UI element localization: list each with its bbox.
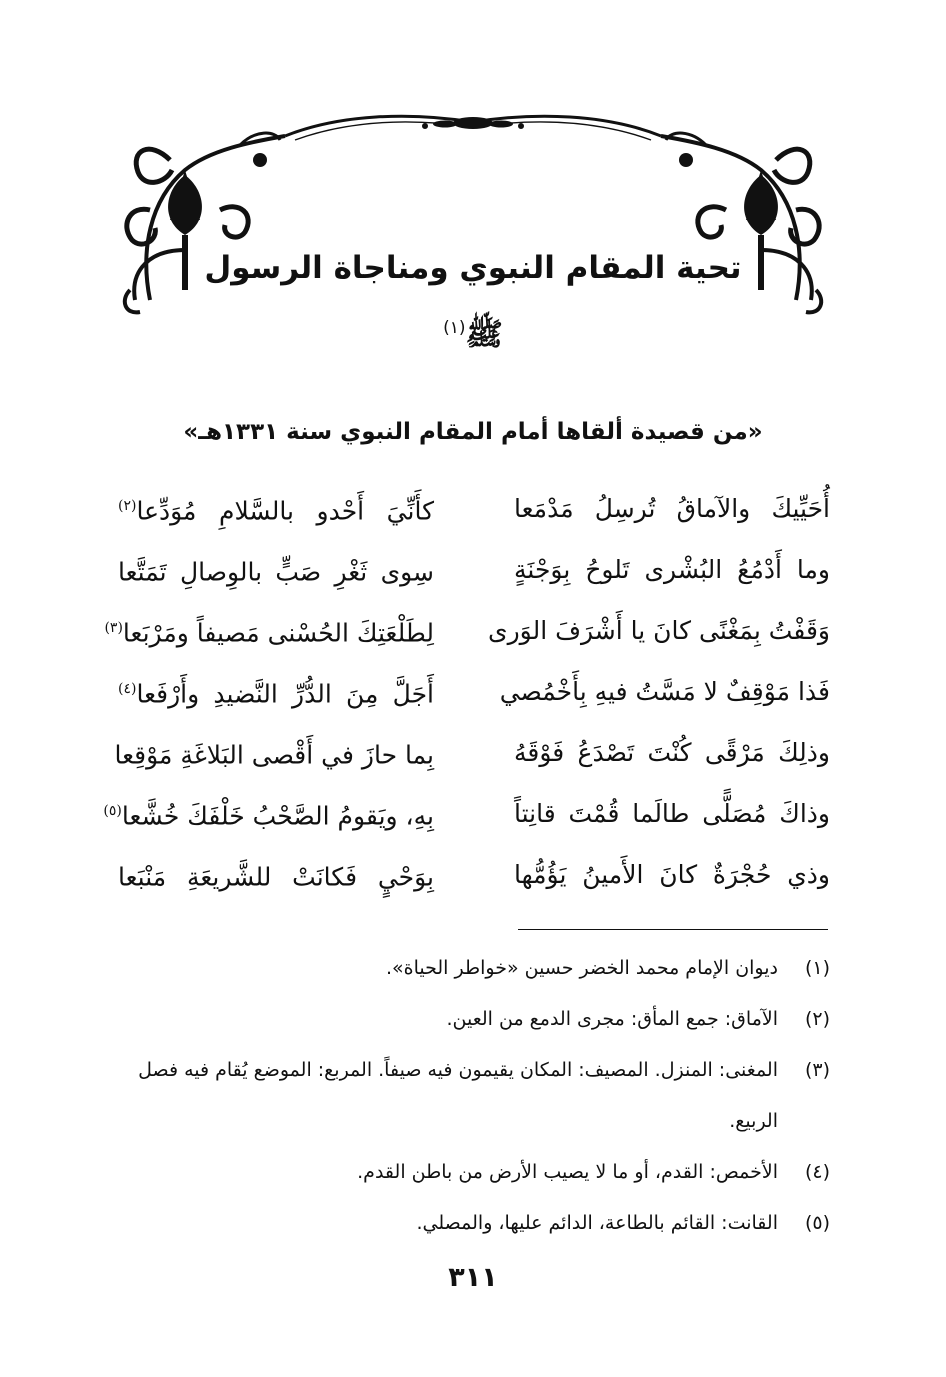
footnote-ref: (٢) (118, 497, 137, 514)
footnotes (112, 943, 830, 1249)
footnote-number: (١) (804, 957, 830, 979)
verse-row (103, 783, 830, 844)
footnote-number: (٤) (804, 1161, 830, 1183)
first-hemistich: وما أَدْمُعُ البُشْرى تَلوحُ بِوَجْنَةٍ (514, 554, 830, 584)
footnote-ref: (٥) (103, 802, 122, 819)
first-hemistich: وذاكَ مُصَلًّى طالَما قُمْتَ قانِتاً (514, 798, 830, 828)
title-footnote-ref: (١) (443, 318, 466, 338)
second-hemistich (118, 547, 434, 592)
verse-row (104, 600, 830, 661)
footnote-number: (٢) (804, 1008, 830, 1030)
poem (103, 478, 830, 905)
first-hemistich: أُحَيِّيكَ والآماقُ تُرسِلُ مَدْمَعا (514, 493, 830, 523)
hemistich-text: سِوى ثَغْرِ صَبٍّ بالوِصالِ تَمَتَّعا (118, 557, 434, 587)
second-hemistich (114, 730, 434, 775)
verse-row (114, 722, 830, 783)
poem-subtitle: «من قصيدة ألقاها أمام المقام النبوي سنة ١٣٣١هـ» (183, 419, 763, 445)
footnote-ref: (٣) (104, 619, 123, 636)
hemistich-text: بِما حازَ في أَقْصى البَلاغَةِ مَوْقِعا (114, 740, 434, 770)
footnote (112, 1198, 830, 1249)
footnote-text: القانت: القائم بالطاعة، الدائم عليها، والمصلي. (416, 1212, 778, 1234)
hemistich-text: بِهِ، ويَقومُ الصَّحْبُ خَلْفَكَ خُشَّعا (121, 801, 434, 831)
second-hemistich (118, 669, 434, 714)
footnote-text: ديوان الإمام محمد الخضر حسين «خواطر الحياة». (385, 957, 778, 979)
verse-row (118, 539, 830, 600)
footnote-text: الآماق: جمع المأق: مجرى الدمع من العين. (446, 1008, 778, 1030)
hemistich-text: لِطَلْعَتِكَ الحُسْنى مَصيفاً ومَرْبَعا (122, 618, 434, 648)
footnote-divider (518, 929, 828, 930)
verse-row (118, 844, 830, 905)
footnote (112, 1147, 830, 1198)
verse-row (118, 661, 830, 722)
footnote (112, 943, 830, 994)
footnote (112, 994, 830, 1045)
second-hemistich (118, 486, 434, 531)
first-hemistich: وَقَفْتُ بِمَغْنًى كانَ يا أَشْرَفَ الوَرى (488, 615, 830, 645)
chapter-title-text: تحية المقام النبوي ومناجاة الرسول ﷺ (204, 250, 742, 353)
first-hemistich: وذي حُجْرَةٌ كانَ الأَمينُ يَؤُمُّها (514, 859, 830, 889)
second-hemistich (103, 791, 434, 836)
footnote-text: المغنى: المنزل. المصيف: المكان يقيمون فيه صيفاً. المربع: الموضع يُقام فيه فصل الربيع. (138, 1059, 778, 1132)
footnote-ref: (٤) (118, 680, 137, 697)
first-hemistich: فَذا مَوْقِفٌ لا مَسَّتُ فيهِ بِأَخْمُصي (499, 676, 830, 706)
second-hemistich (104, 608, 434, 653)
hemistich-text: كأَنِّيَ أَحْدو بالسَّلامِ مُوَدِّعا (136, 496, 434, 526)
second-hemistich (118, 852, 434, 897)
footnote-number: (٣) (804, 1059, 830, 1081)
first-hemistich: وذلِكَ مَرْقًى كُنْتَ تَصْدَعُ فَوْقَهُ (514, 737, 830, 767)
hemistich-text: أَجَلَّ مِنَ الدُّرِّ النَّضيدِ وأَرْفَعا (136, 679, 434, 709)
footnote-number: (٥) (804, 1212, 830, 1234)
footnote-text: الأخمص: القدم، أو ما لا يصيب الأرض من باطن القدم. (357, 1161, 778, 1183)
verse-row (118, 478, 830, 539)
chapter-title (180, 238, 766, 364)
hemistich-text: بِوَحْيٍ فَكانَتْ للشَّريعَةِ مَنْبَعا (118, 862, 434, 892)
footnote (112, 1045, 830, 1147)
page-number: ٣١١ (448, 1262, 498, 1293)
